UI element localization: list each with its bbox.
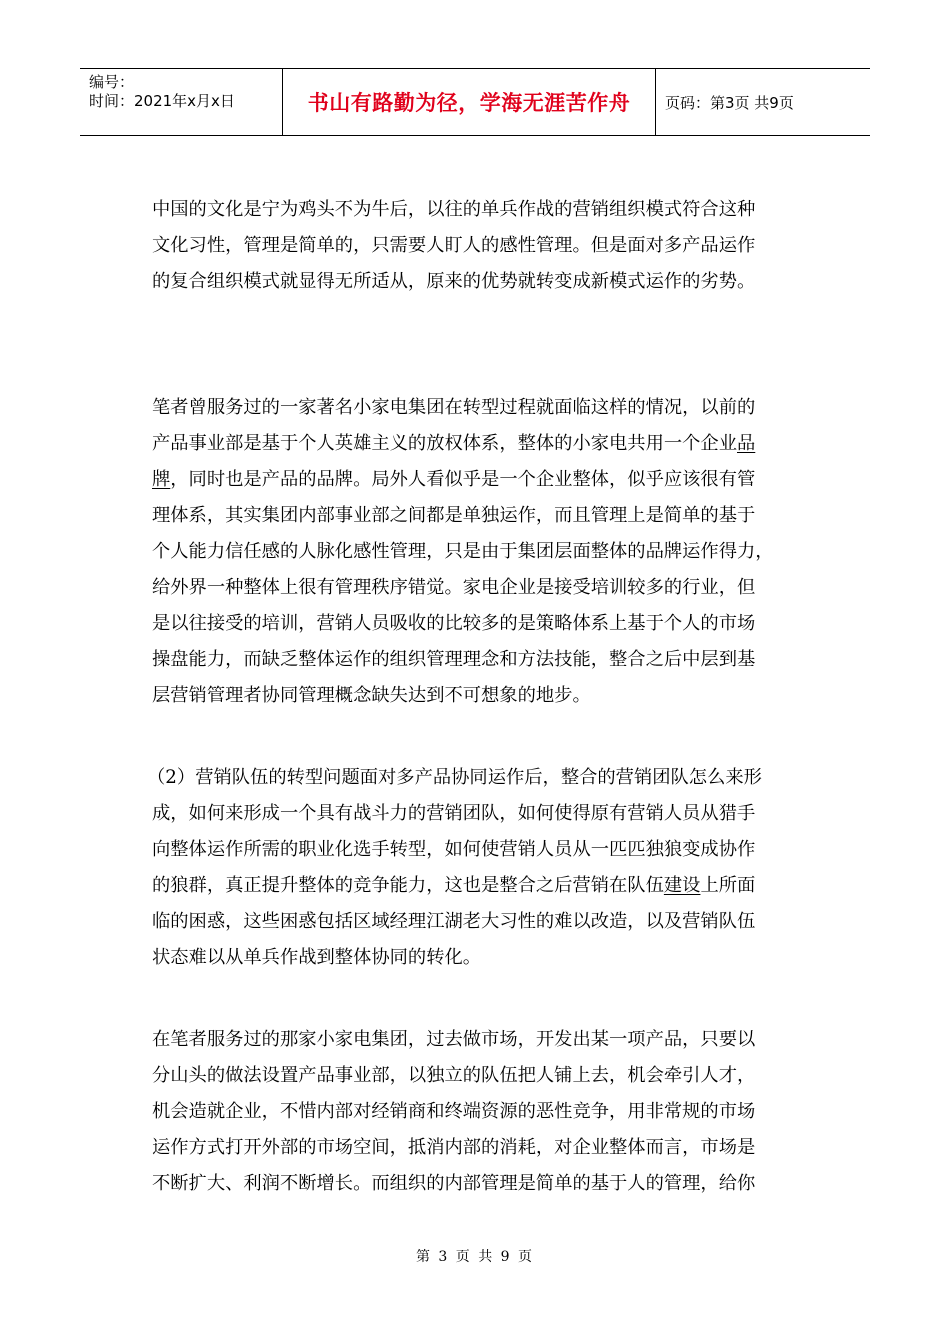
date-line: 时间：2021年x月x日 <box>89 92 235 110</box>
paragraph-line: 中国的文化是宁为鸡头不为牛后，以往的单兵作战的营销组织模式符合这种 <box>152 199 756 220</box>
paragraph-line: 笔者曾服务过的一家著名小家电集团在转型过程就面临这样的情况，以前的 <box>152 397 756 418</box>
paragraph-line: 操盘能力，而缺乏整体运作的组织管理理念和方法技能，整合之后中层到基 <box>152 649 756 670</box>
line-text: 的狼群，真正提升整体的竞争能力，这也是整合之后营销在队伍 <box>152 875 664 896</box>
paragraph-line <box>147 868 802 904</box>
header-page-info: 页码：第3页 共9页 <box>665 93 794 112</box>
header-motto: 书山有路勤为径，学海无涯苦作舟 <box>283 69 656 135</box>
paragraph-3 <box>147 760 802 976</box>
paragraph-line: 给外界一种整体上很有管理秩序错觉。家电企业是接受培训较多的行业，但 <box>152 577 756 598</box>
paragraph-line: 理体系，其实集团内部事业部之间都是单独运作，而且管理上是简单的基于 <box>152 505 756 526</box>
paragraph-line: 个人能力信任感的人脉化感性管理，只是由于集团层面整体的品牌运作得力， <box>152 541 774 562</box>
paragraph-1 <box>152 192 802 300</box>
paragraph-line: 分山头的做法设置产品事业部，以独立的队伍把人铺上去，机会牵引人才， <box>152 1065 756 1086</box>
paragraph-line: 的复合组织模式就显得无所适从，原来的优势就转变成新模式运作的劣势。 <box>152 271 756 292</box>
number-label: 编号： <box>89 73 135 91</box>
line-text: 上所面 <box>700 875 756 896</box>
paragraph-line: 临的困惑，这些困惑包括区域经理江湖老大习性的难以改造，以及营销队伍 <box>152 911 756 932</box>
paragraph-line: 不断扩大、利润不断增长。而组织的内部管理是简单的基于人的管理，给你 <box>152 1173 756 1194</box>
paragraph-line: 向整体运作所需的职业化选手转型，如何使营销人员从一匹匹独狼变成协作 <box>152 839 756 860</box>
paragraph-2 <box>152 390 802 714</box>
paragraph-line: 层营销管理者协同管理概念缺失达到不可想象的地步。 <box>152 685 591 706</box>
page-footer: 第 3 页 共 9 页 <box>415 1249 535 1265</box>
header-meta <box>80 69 283 135</box>
line-text: 产品事业部是基于个人英雄主义的放权体系，整体的小家电共用一个企业 <box>152 433 737 454</box>
paragraph-line: （2）营销队伍的转型问题面对多产品协同运作后，整合的营销团队怎么来形 <box>147 767 762 788</box>
construction-link[interactable]: 建设 <box>663 875 701 896</box>
brand-link-part1[interactable]: 品 <box>737 433 756 454</box>
paragraph-line: 在笔者服务过的那家小家电集团，过去做市场，开发出某一项产品，只要以 <box>152 1029 756 1050</box>
paragraph-line <box>152 462 802 498</box>
paragraph-line: 成，如何来形成一个具有战斗力的营销团队，如何使得原有营销人员从猎手 <box>152 803 756 824</box>
brand-link-part2[interactable]: 牌 <box>152 469 171 490</box>
paragraph-line: 是以往接受的培训，营销人员吸收的比较多的是策略体系上基于个人的市场 <box>152 613 756 634</box>
page-header <box>80 68 870 136</box>
line-text: ，同时也是产品的品牌。局外人看似乎是一个企业整体，似乎应该很有管 <box>170 469 756 490</box>
paragraph-line: 运作方式打开外部的市场空间，抵消内部的消耗，对企业整体而言，市场是 <box>152 1137 756 1158</box>
paragraph-line <box>152 426 802 462</box>
paragraph-line: 文化习性，管理是简单的，只需要人盯人的感性管理。但是面对多产品运作 <box>152 235 756 256</box>
paragraph-line: 状态难以从单兵作战到整体协同的转化。 <box>152 947 482 968</box>
paragraph-4 <box>152 1022 802 1202</box>
paragraph-line: 机会造就企业，不惜内部对经销商和终端资源的恶性竞争，用非常规的市场 <box>152 1101 756 1122</box>
